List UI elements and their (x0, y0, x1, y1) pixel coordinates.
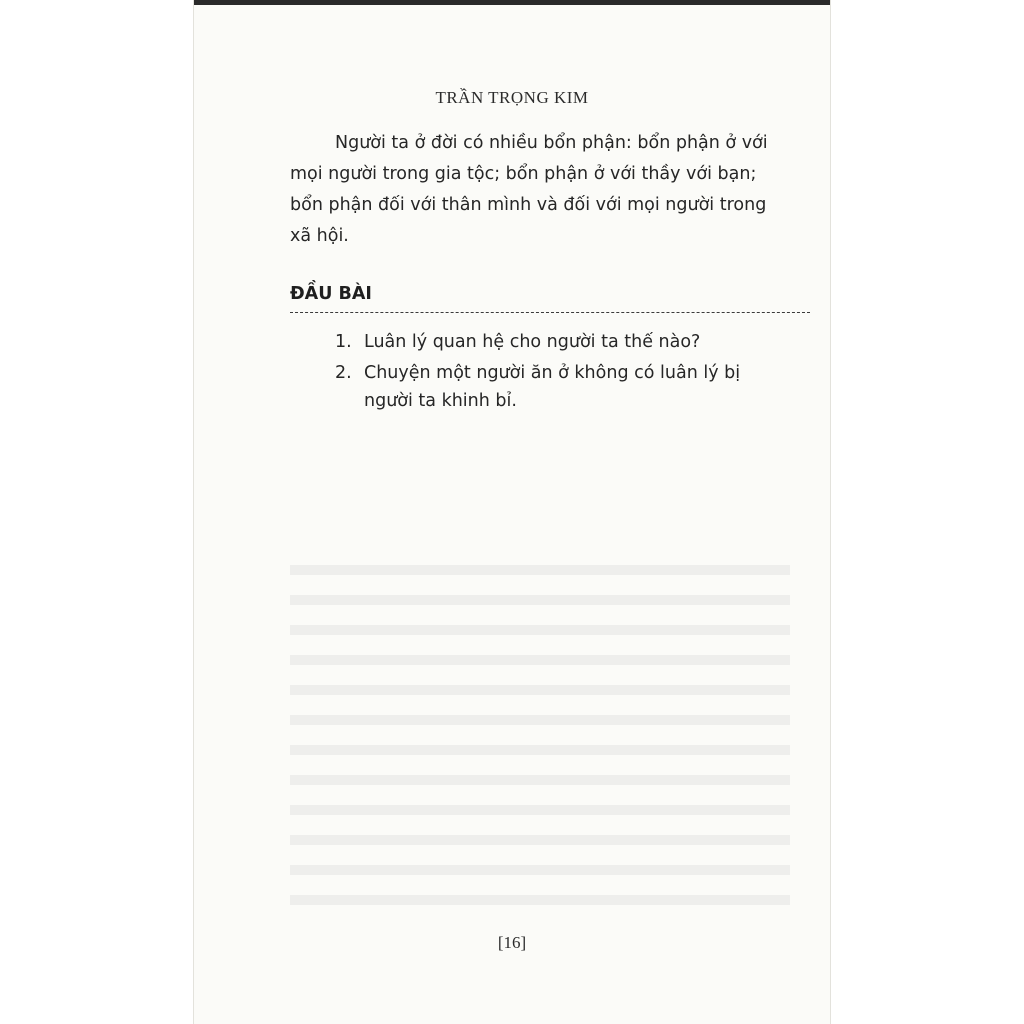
question-item (335, 359, 785, 415)
page-number: [16] (497, 933, 527, 952)
section-heading: ĐẦU BÀI (290, 284, 372, 304)
question-list (335, 328, 785, 418)
intro-paragraph: Người ta ở đời có nhiều bổn phận: bổn phận ở với mọi người trong gia tộc; bổn phận ở với thầy với bạn; bổn phận đối với thân mình và đối với mọi người trong xã hội. (290, 133, 768, 246)
question-number: 1. (335, 332, 352, 352)
question-item (335, 328, 785, 356)
top-rule (194, 0, 830, 5)
question-text: Chuyện một người ăn ở không có luân lý bị người ta khinh bỉ. (364, 363, 741, 411)
question-number: 2. (335, 363, 352, 383)
running-header: TRẦN TRỌNG KIM (435, 88, 589, 107)
book-page (193, 0, 831, 1024)
show-through-texture (290, 555, 790, 915)
heading-divider (290, 312, 810, 313)
question-text: Luân lý quan hệ cho người ta thế nào? (364, 332, 701, 352)
